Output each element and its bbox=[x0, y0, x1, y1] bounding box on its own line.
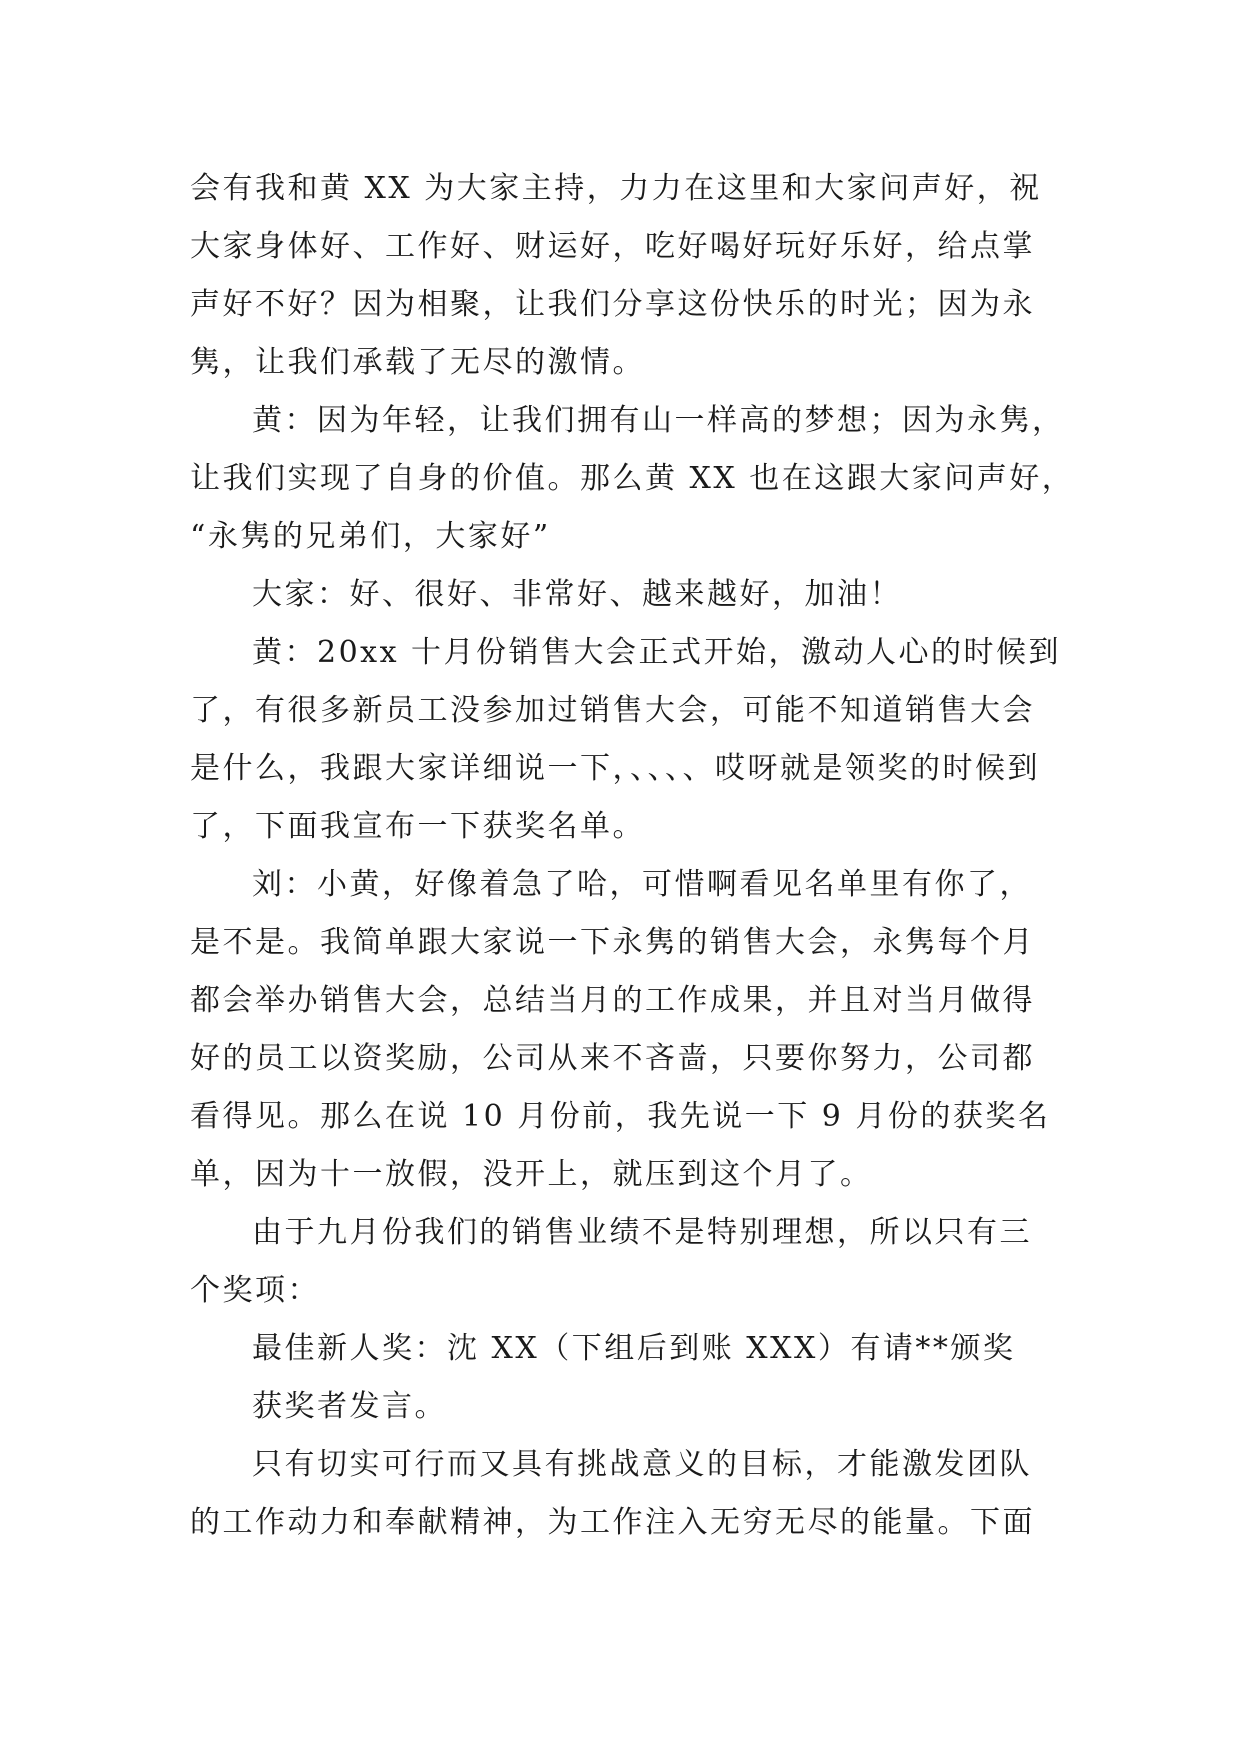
text-line: 刘：小黄，好像着急了哈，可惜啊看见名单里有你了， bbox=[252, 867, 1032, 902]
text-line: 是什么，我跟大家详细说一下，、、、、哎呀就是领奖的时候到 bbox=[190, 751, 1040, 786]
text-line: 看得见。那么在说 10 月份前，我先说一下 9 月份的获奖名 bbox=[190, 1099, 1051, 1134]
text-line: 个奖项： bbox=[190, 1273, 320, 1308]
text-line: 会有我和黄 XX 为大家主持，力力在这里和大家问声好，祝 bbox=[190, 171, 1042, 206]
text-line: 了，有很多新员工没参加过销售大会，可能不知道销售大会 bbox=[190, 693, 1035, 728]
text-line: 都会举办销售大会，总结当月的工作成果，并且对当月做得 bbox=[190, 983, 1035, 1018]
text-line: 是不是。我简单跟大家说一下永隽的销售大会，永隽每个月 bbox=[190, 925, 1035, 960]
text-line: 了，下面我宣布一下获奖名单。 bbox=[190, 809, 645, 844]
text-line: 只有切实可行而又具有挑战意义的目标，才能激发团队 bbox=[252, 1447, 1032, 1482]
text-line: 单，因为十一放假，没开上，就压到这个月了。 bbox=[190, 1157, 873, 1192]
text-line: 隽，让我们承载了无尽的激情。 bbox=[190, 345, 645, 380]
text-line: 大家身体好、工作好、财运好，吃好喝好玩好乐好，给点掌 bbox=[190, 229, 1035, 264]
text-line: 让我们实现了自身的价值。那么黄 XX 也在这跟大家问声好， bbox=[190, 461, 1075, 496]
text-line: 大家：好、很好、非常好、越来越好，加油！ bbox=[252, 577, 902, 612]
text-line: 由于九月份我们的销售业绩不是特别理想，所以只有三 bbox=[252, 1215, 1032, 1250]
text-line: “永隽的兄弟们，大家好” bbox=[190, 519, 551, 554]
text-line: 获奖者发言。 bbox=[252, 1389, 447, 1424]
text-line: 黄：因为年轻，让我们拥有山一样高的梦想；因为永隽， bbox=[252, 403, 1065, 438]
text-line: 好的员工以资奖励，公司从来不吝啬，只要你努力，公司都 bbox=[190, 1041, 1035, 1076]
text-line: 声好不好？因为相聚，让我们分享这份快乐的时光；因为永 bbox=[190, 287, 1035, 322]
text-line: 的工作动力和奉献精神，为工作注入无穷无尽的能量。下面 bbox=[190, 1505, 1035, 1540]
text-line: 最佳新人奖：沈 XX（下组后到账 XXX）有请**颁奖 bbox=[252, 1331, 1016, 1366]
text-line: 黄：20xx 十月份销售大会正式开始，激动人心的时候到 bbox=[252, 635, 1062, 670]
